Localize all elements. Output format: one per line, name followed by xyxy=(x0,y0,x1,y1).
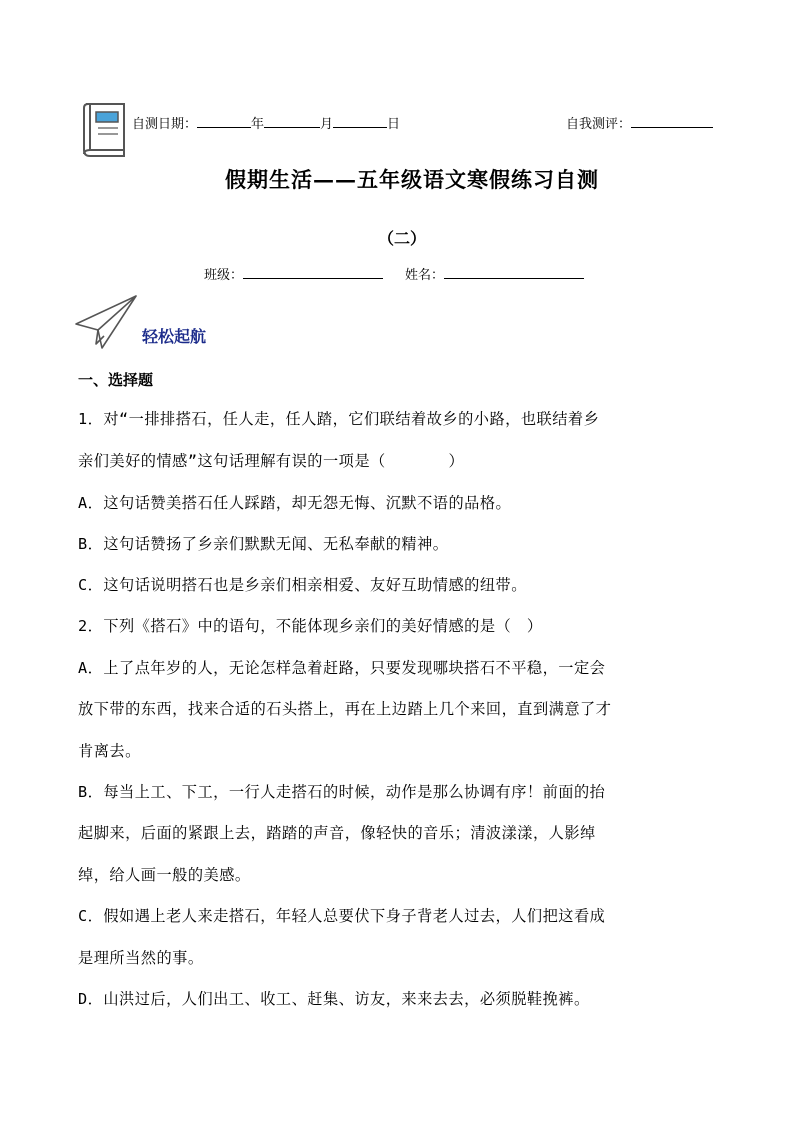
year-label: 年 xyxy=(251,117,265,132)
text-line: 起脚来，后面的紧跟上去，踏踏的声音，像轻快的音乐；清波漾漾，人影绰 xyxy=(78,824,596,842)
text-line: 2．下列《搭石》中的语句，不能体现乡亲们的美好情感的是（ ） xyxy=(78,617,543,635)
text-line: 亲们美好的情感”这句话理解有误的一项是（ ） xyxy=(78,452,465,470)
page-title: 假期生活——五年级语文寒假练习自测 xyxy=(225,167,599,192)
year-blank[interactable] xyxy=(197,115,251,128)
section-heading: 一、选择题 xyxy=(78,371,154,389)
book-icon xyxy=(80,100,128,160)
text-line: C．假如遇上老人来走搭石，年轻人总要伏下身子背老人过去，人们把这看成 xyxy=(78,907,606,925)
day-blank[interactable] xyxy=(333,115,387,128)
text-line: 肯离去。 xyxy=(78,742,141,760)
text-line: 绰，给人画一般的美感。 xyxy=(78,866,251,884)
name-label: 姓名： xyxy=(405,268,445,283)
eval-blank[interactable] xyxy=(631,115,713,128)
text-line: 是理所当然的事。 xyxy=(78,949,204,967)
text-line: 1．对“一排排搭石，任人走，任人踏，它们联结着故乡的小路，也联结着乡 xyxy=(78,410,600,428)
student-info-row xyxy=(204,264,584,283)
section-banner: 轻松起航 xyxy=(142,327,207,346)
day-label: 日 xyxy=(387,117,401,132)
class-label: 班级： xyxy=(204,268,244,283)
text-line: 放下带的东西，找来合适的石头搭上，再在上边踏上几个来回，直到满意了才 xyxy=(78,700,612,718)
test-date-row xyxy=(132,115,400,134)
page-subtitle: （二） xyxy=(377,229,426,248)
text-line: A．这句话赞美搭石任人踩踏，却无怨无悔、沉默不语的品格。 xyxy=(78,494,512,512)
text-line: B．这句话赞扬了乡亲们默默无闻、无私奉献的精神。 xyxy=(78,535,449,553)
class-blank[interactable] xyxy=(243,266,383,279)
self-eval-row xyxy=(566,115,713,134)
paper-plane-icon xyxy=(74,294,140,350)
eval-label: 自我测评： xyxy=(566,117,632,132)
month-blank[interactable] xyxy=(264,115,320,128)
text-line: B．每当上工、下工，一行人走搭石的时候，动作是那么协调有序！前面的抬 xyxy=(78,783,606,801)
month-label: 月 xyxy=(320,117,334,132)
text-line: A．上了点年岁的人，无论怎样急着赶路，只要发现哪块搭石不平稳，一定会 xyxy=(78,659,606,677)
text-line: C．这句话说明搭石也是乡亲们相亲相爱、友好互助情感的纽带。 xyxy=(78,576,527,594)
date-label: 自测日期： xyxy=(132,117,198,132)
name-blank[interactable] xyxy=(444,266,584,279)
text-line: D．山洪过后，人们出工、收工、赶集、访友，来来去去，必须脱鞋挽裤。 xyxy=(78,990,590,1008)
